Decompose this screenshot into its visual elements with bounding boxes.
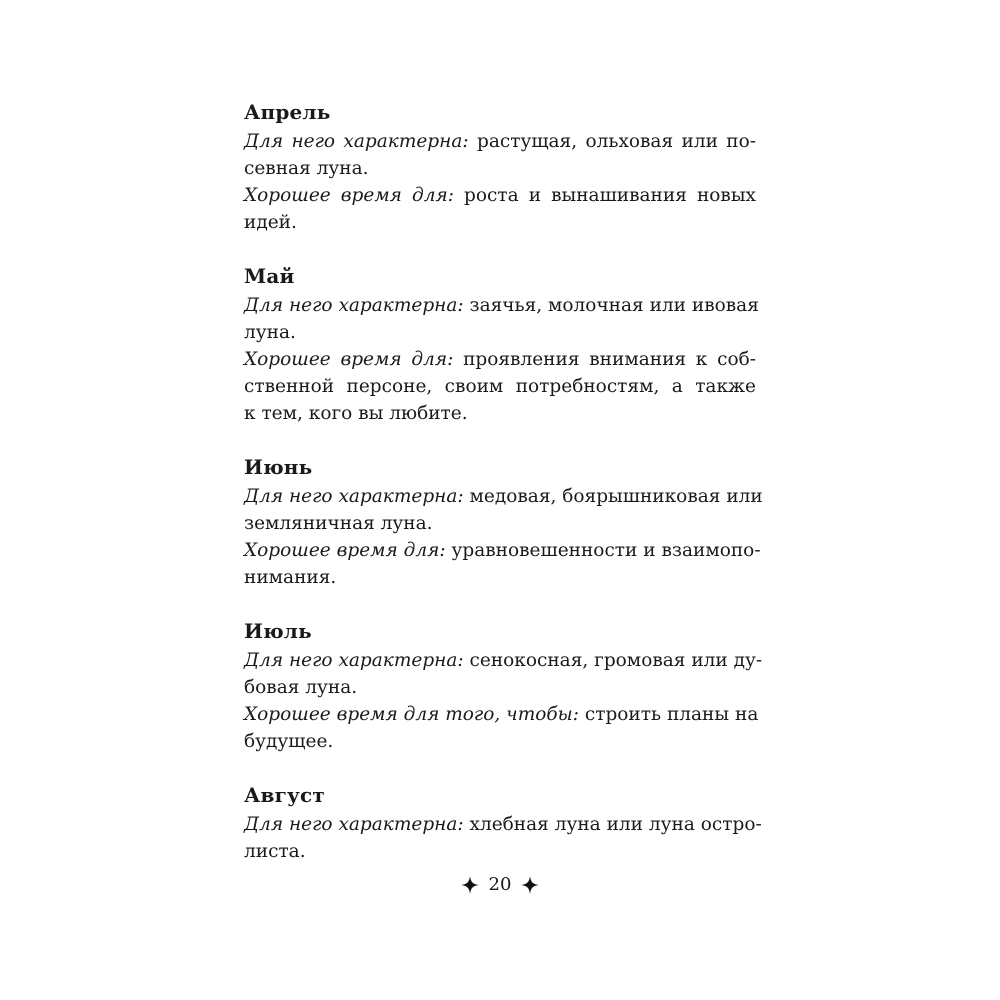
text-line <box>244 182 756 209</box>
line-text: сенокосная, громовая или ду- <box>463 650 763 671</box>
text-line <box>244 674 756 701</box>
italic-label: Для него характерна: <box>244 295 464 316</box>
text-line <box>244 728 756 755</box>
text-line <box>244 346 756 373</box>
text-line <box>244 811 762 838</box>
section-title: Май <box>244 264 295 288</box>
text-line <box>244 209 756 236</box>
line-text: севная луна. <box>244 158 369 179</box>
section-june <box>244 453 763 591</box>
section-may <box>244 262 759 427</box>
text-line <box>244 701 759 728</box>
section-april <box>244 98 756 236</box>
text-line <box>244 155 756 182</box>
line-text: бовая луна. <box>244 677 358 698</box>
four-point-star-icon <box>521 876 539 894</box>
line-text: идей. <box>244 212 297 233</box>
text-line <box>244 400 756 427</box>
text-line <box>244 128 756 155</box>
line-text: хлебная луна или луна остро- <box>463 814 762 835</box>
text-line <box>244 510 756 537</box>
line-text: луна. <box>244 322 296 343</box>
line-text: роста и вынашивания новых <box>453 185 756 206</box>
text-line <box>244 319 756 346</box>
section-gap <box>244 427 756 453</box>
line-text: уравновешенности и взаимопо- <box>445 540 761 561</box>
text-line <box>244 647 763 674</box>
section-title: Июль <box>244 619 312 643</box>
page-body <box>244 98 763 865</box>
section-gap <box>244 236 756 262</box>
line-text: к тем, кого вы любите. <box>244 403 468 424</box>
line-text: растущая, ольховая или по- <box>468 131 757 152</box>
section-gap <box>244 755 756 781</box>
four-point-star-icon <box>461 876 479 894</box>
section-gap <box>244 591 756 617</box>
page-footer <box>0 871 1000 899</box>
italic-label: Хорошее время для: <box>244 349 454 370</box>
line-text: строить планы на <box>578 704 759 725</box>
section-title: Август <box>244 783 326 807</box>
italic-label: Для него характерна: <box>244 131 469 152</box>
section-title: Апрель <box>244 100 331 124</box>
section-july <box>244 617 763 755</box>
text-line <box>244 564 756 591</box>
italic-label: Хорошее время для: <box>244 185 454 206</box>
line-text: проявления внимания к соб- <box>453 349 756 370</box>
section-title: Июнь <box>244 455 313 479</box>
italic-label: Для него характерна: <box>244 486 464 507</box>
page-number: 20 <box>488 874 512 895</box>
italic-label: Для него характерна: <box>244 650 464 671</box>
italic-label: Хорошее время для того, чтобы: <box>244 704 579 725</box>
line-text: ственной персоне, своим потребностям, а также <box>244 376 756 397</box>
section-august <box>244 781 762 865</box>
line-text: медовая, боярышниковая или <box>463 486 763 507</box>
text-line <box>244 292 759 319</box>
text-line <box>244 483 763 510</box>
text-line <box>244 537 761 564</box>
text-line <box>244 373 756 400</box>
text-line <box>244 838 756 865</box>
italic-label: Для него характерна: <box>244 814 464 835</box>
line-text: земляничная луна. <box>244 513 433 534</box>
line-text: заячья, молочная или ивовая <box>463 295 759 316</box>
italic-label: Хорошее время для: <box>244 540 446 561</box>
line-text: нимания. <box>244 567 337 588</box>
line-text: будущее. <box>244 731 334 752</box>
line-text: листа. <box>244 841 306 862</box>
